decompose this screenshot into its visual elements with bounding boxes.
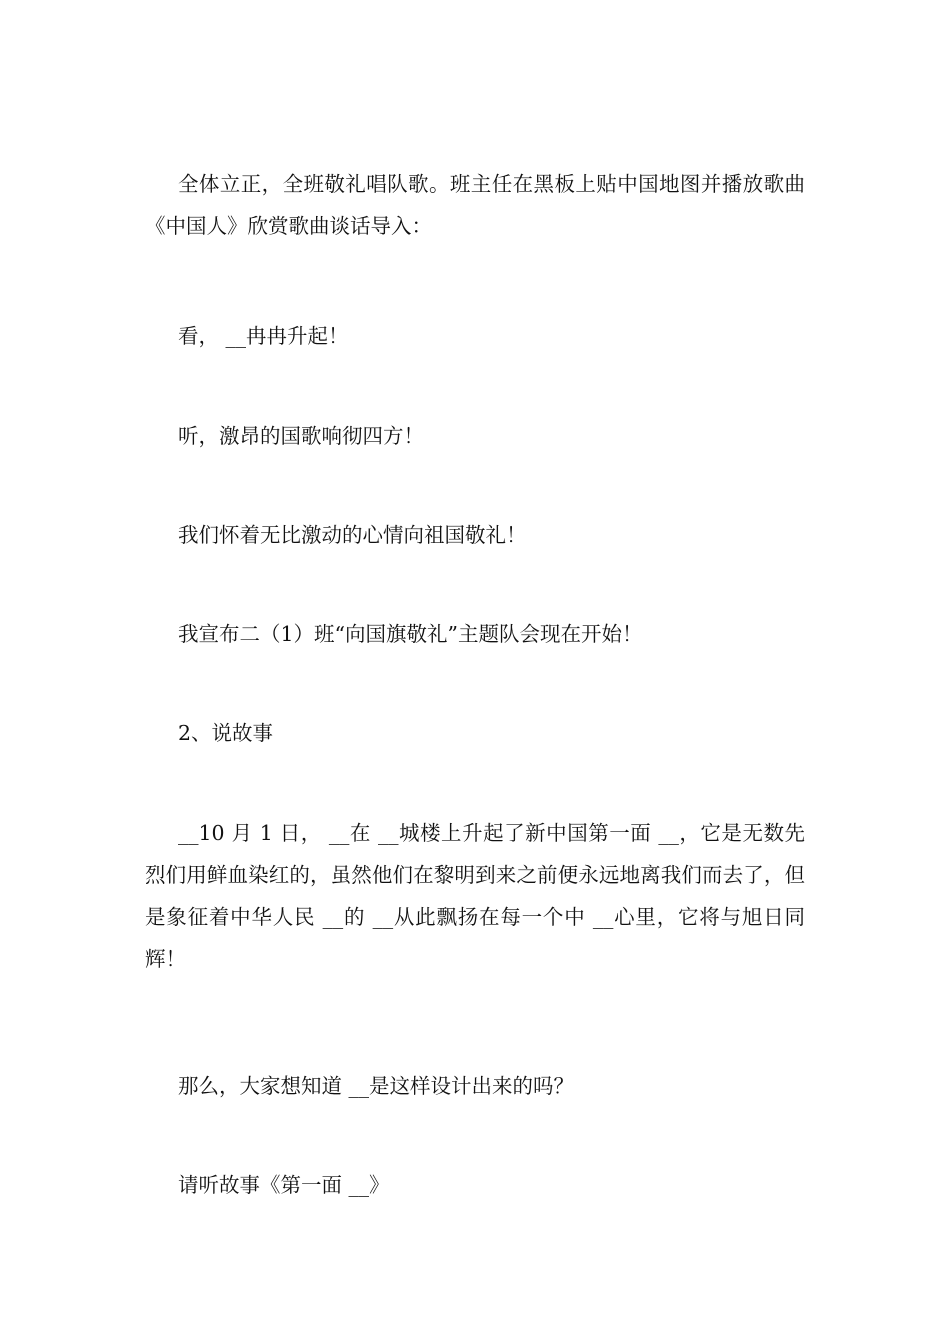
paragraph-listen: 听，激昂的国歌响彻四方！ (178, 424, 424, 448)
section-heading-story: 2、说故事 (178, 721, 274, 745)
paragraph-story: __10 月 1 日， __在 __城楼上升起了新中国第一面 __，它是无数先烈们用鲜血染红的，虽然他们在黎明到来之前便永远地离我们而去了，但是象征着中华人民 __的 __从此飘扬在每一个中 __心里，它将与旭日同辉！ (145, 821, 805, 971)
paragraph-intro: 全体立正，全班敬礼唱队歌。班主任在黑板上贴中国地图并播放歌曲《中国人》欣赏歌曲谈话导入： (145, 172, 805, 238)
paragraph-question: 那么，大家想知道 __是这样设计出来的吗？ (178, 1074, 575, 1098)
paragraph-announce: 我宣布二（1）班“向国旗敬礼”主题队会现在开始！ (178, 622, 643, 646)
paragraph-story-title: 请听故事《第一面 __》 (178, 1173, 390, 1197)
paragraph-salute: 我们怀着无比激动的心情向祖国敬礼！ (178, 523, 527, 547)
paragraph-look: 看， __冉冉升起！ (178, 324, 349, 348)
